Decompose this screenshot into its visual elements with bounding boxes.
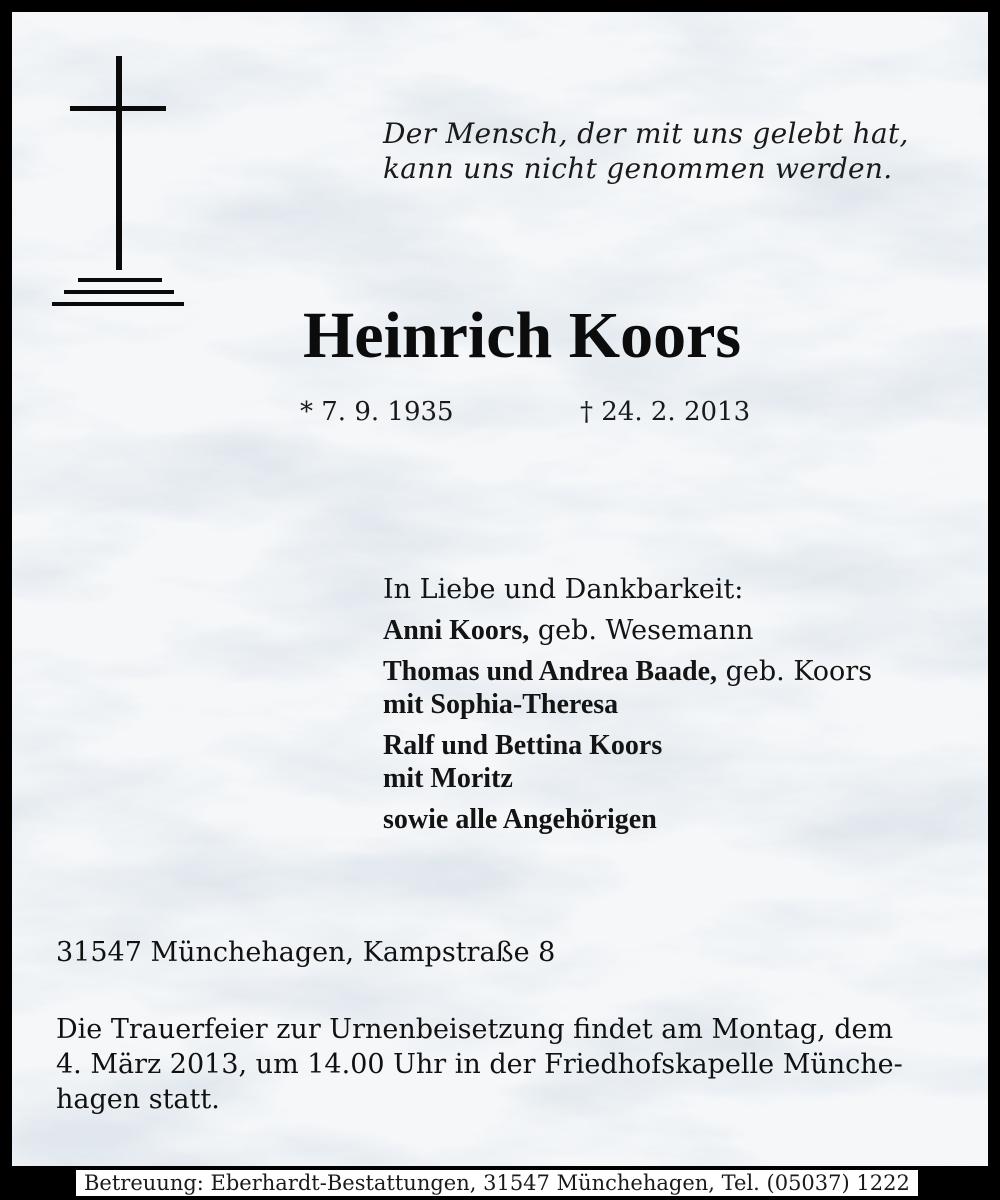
deceased-name: Heinrich Koors <box>302 299 742 372</box>
family-entry-name: sowie alle Angehörigen <box>383 804 657 835</box>
family-intro: In Liebe und Dankbarkeit: <box>383 574 744 605</box>
quote-line-2: kann uns nicht genommen werden. <box>383 152 893 185</box>
family-signatures <box>383 573 983 836</box>
service-line-3: hagen statt. <box>56 1084 220 1115</box>
funeral-home-credit: Betreuung: Eberhardt-Bestattungen, 31547 Münchehagen, Tel. (05037) 1222 <box>76 1170 918 1196</box>
family-entry <box>383 614 983 647</box>
service-line-1: Die Trauerfeier zur Urnenbeisetzung findet am Montag, dem <box>56 1014 894 1045</box>
family-entry-name: Ralf und Bettina Koors <box>383 730 663 761</box>
birth-date: * 7. 9. 1935 <box>300 397 454 427</box>
address: 31547 Münchehagen, Kampstraße 8 <box>56 937 556 968</box>
family-entry-note: geb. Wesemann <box>529 615 754 646</box>
family-entry-note: geb. Koors <box>717 656 873 687</box>
family-entry-child: mit Moritz <box>383 763 513 794</box>
family-entry <box>383 655 983 688</box>
death-date: † 24. 2. 2013 <box>580 397 751 427</box>
service-announcement <box>56 1012 966 1117</box>
cross-icon <box>52 56 184 312</box>
family-entry-child: mit Sophia-Theresa <box>383 689 619 720</box>
quote <box>383 116 943 186</box>
footer-bar <box>0 1166 1000 1200</box>
service-line-2: 4. März 2013, um 14.00 Uhr in der Friedhofskapelle Münche- <box>56 1049 903 1080</box>
family-entry-name: Anni Koors, <box>383 615 530 646</box>
family-entry-name: Thomas und Andrea Baade, <box>383 656 718 687</box>
quote-line-1: Der Mensch, der mit uns gelebt hat, <box>383 117 909 150</box>
